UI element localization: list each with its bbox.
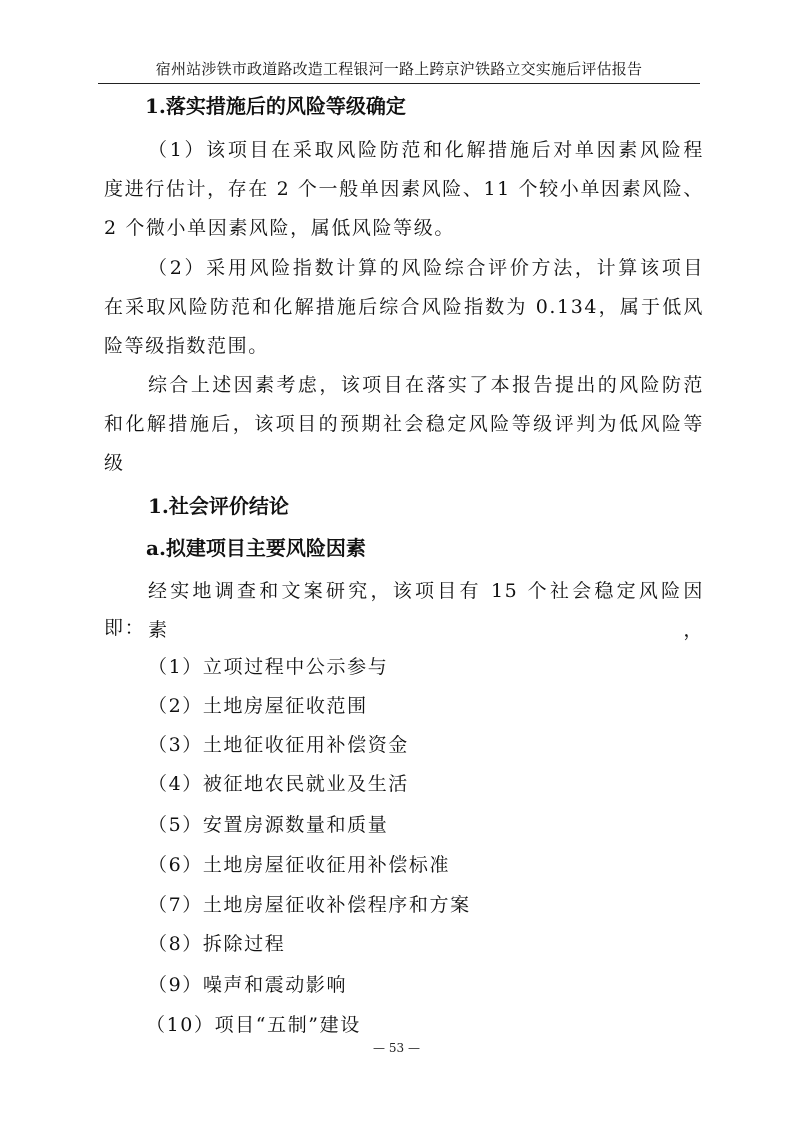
paragraph-3-line-1: 综合上述因素考虑，该项目在落实了本报告提出的风险防范 (148, 374, 704, 396)
section-heading-risk-level: 1.落实措施后的风险等级确定 (145, 94, 406, 118)
paragraph-1-line-1: （1）该项目在采取风险防范和化解措施后对单因素风险程 (148, 139, 704, 161)
list-item: （6）土地房屋征收征用补偿标准 (148, 854, 451, 876)
running-header: 宿州站涉铁市政道路改造工程银河一路上跨京沪铁路立交实施后评估报告 (155, 60, 643, 78)
section-heading-social-evaluation: 1.社会评价结论 (148, 494, 289, 518)
list-item: （9）噪声和震动影响 (148, 974, 348, 996)
header-divider (98, 83, 700, 84)
list-item: （2）土地房屋征收范围 (148, 695, 368, 717)
intro-line-2: 即： (104, 617, 146, 639)
subheading-main-risk-factors: a.拟建项目主要风险因素 (146, 536, 366, 560)
list-item: （4）被征地农民就业及生活 (148, 773, 409, 795)
list-item: （1）立项过程中公示参与 (148, 656, 389, 678)
paragraph-1-line-3: 2 个微小单因素风险，属低风险等级。 (104, 217, 455, 239)
page-number: — 53 — (373, 1041, 420, 1055)
paragraph-2-line-1: （2）采用风险指数计算的风险综合评价方法，计算该项目 (148, 257, 704, 279)
intro-line-1: 经实地调查和文案研究，该项目有 15 个社会稳定风险因素， (148, 580, 704, 641)
list-item: （5）安置房源数量和质量 (148, 814, 389, 836)
list-item: （7）土地房屋征收补偿程序和方案 (148, 894, 471, 916)
list-item: （10）项目“五制”建设 (146, 1014, 361, 1036)
paragraph-3-line-3: 级 (104, 452, 125, 474)
list-item: （3）土地征收征用补偿资金 (148, 734, 409, 756)
paragraph-1-line-2: 度进行估计，存在 2 个一般单因素风险、11 个较小单因素风险、 (104, 178, 704, 200)
paragraph-3-line-2: 和化解措施后，该项目的预期社会稳定风险等级评判为低风险等 (104, 413, 704, 435)
paragraph-2-line-3: 险等级指数范围。 (104, 335, 269, 357)
paragraph-2-line-2: 在采取风险防范和化解措施后综合风险指数为 0.134，属于低风 (104, 296, 704, 318)
list-item: （8）拆除过程 (148, 933, 286, 955)
